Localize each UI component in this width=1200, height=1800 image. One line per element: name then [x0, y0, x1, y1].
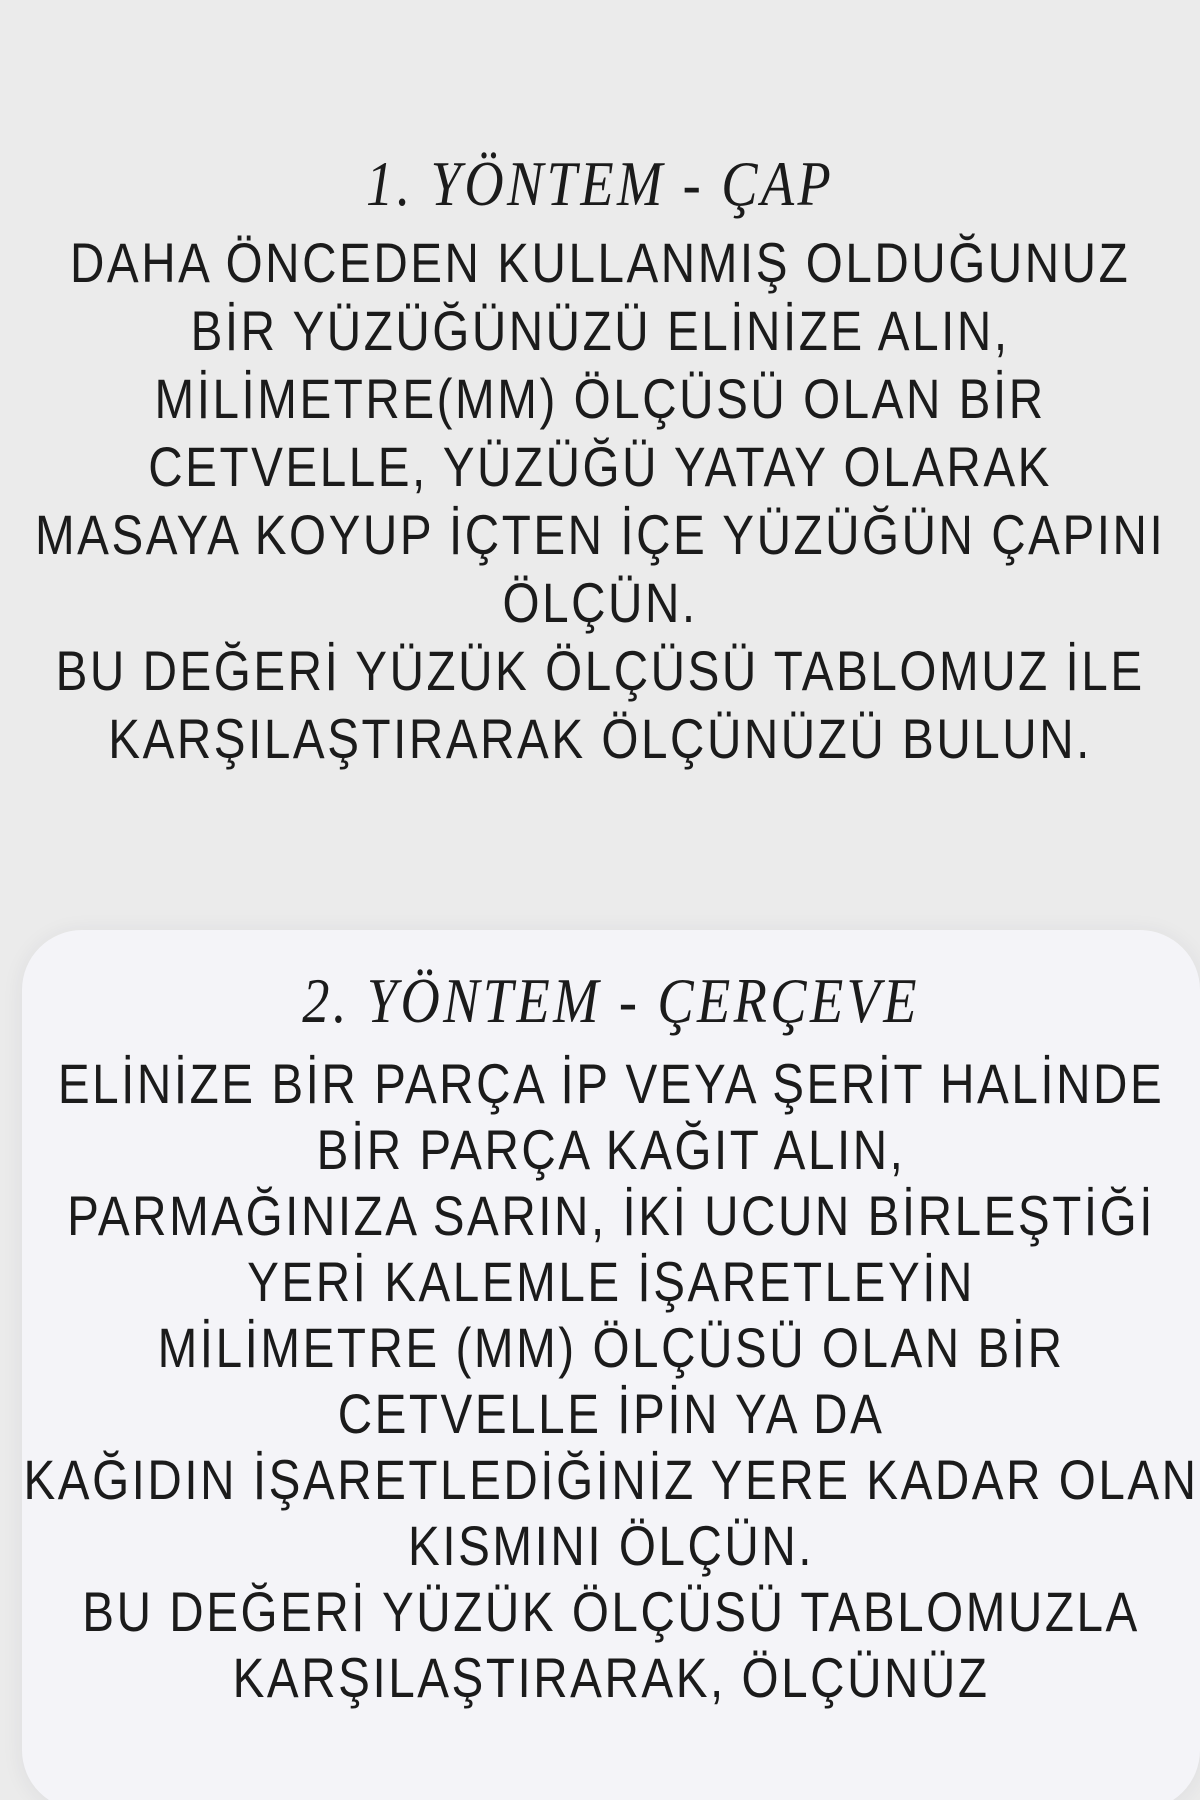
- instruction-line: YERİ KALEMLE İŞARETLEYİN: [247, 1250, 975, 1313]
- instruction-line: KISMINI ÖLÇÜN.: [408, 1514, 815, 1577]
- instruction-line: ELİNİZE BİR PARÇA İP VEYA ŞERİT HALİNDE: [57, 1052, 1165, 1115]
- method-2-section: [22, 930, 1200, 1711]
- instruction-line: PARMAĞINIZA SARIN, İKİ UCUN BİRLEŞTİĞİ: [67, 1184, 1155, 1247]
- instruction-line: ÖLÇÜN.: [502, 571, 698, 634]
- instruction-line: KARŞILAŞTIRARAK, ÖLÇÜNÜZ: [232, 1646, 990, 1709]
- method-2-instructions: [22, 1051, 1200, 1711]
- instruction-line: CETVELLE, YÜZÜĞÜ YATAY OLARAK: [148, 435, 1052, 498]
- instruction-line: BİR PARÇA KAĞIT ALIN,: [316, 1118, 906, 1181]
- method-2-card: [22, 930, 1200, 1800]
- instruction-line: MİLİMETRE(MM) ÖLÇÜSÜ OLAN BİR: [154, 367, 1046, 430]
- instruction-line: BU DEĞERİ YÜZÜK ÖLÇÜSÜ TABLOMUZ İLE: [55, 639, 1145, 702]
- instruction-line: MİLİMETRE (MM) ÖLÇÜSÜ OLAN BİR: [157, 1316, 1065, 1379]
- method-1-heading: 1. YÖNTEM - ÇAP: [366, 148, 835, 219]
- method-1-instructions: [0, 229, 1200, 773]
- instruction-line: KAĞIDIN İŞARETLEDİĞİNİZ YERE KADAR OLAN: [23, 1448, 1199, 1511]
- instruction-line: KARŞILAŞTIRARAK ÖLÇÜNÜZÜ BULUN.: [108, 707, 1092, 770]
- method-1-section: [0, 0, 1200, 773]
- instruction-line: MASAYA KOYUP İÇTEN İÇE YÜZÜĞÜN ÇAPINI: [34, 503, 1166, 566]
- method-2-heading: 2. YÖNTEM - ÇERÇEVE: [302, 965, 920, 1036]
- instruction-line: BİR YÜZÜĞÜNÜZÜ ELİNİZE ALIN,: [190, 299, 1010, 362]
- instruction-line: CETVELLE İPİN YA DA: [337, 1382, 885, 1445]
- instruction-line: BU DEĞERİ YÜZÜK ÖLÇÜSÜ TABLOMUZLA: [82, 1580, 1140, 1643]
- instruction-line: DAHA ÖNCEDEN KULLANMIŞ OLDUĞUNUZ: [69, 231, 1131, 294]
